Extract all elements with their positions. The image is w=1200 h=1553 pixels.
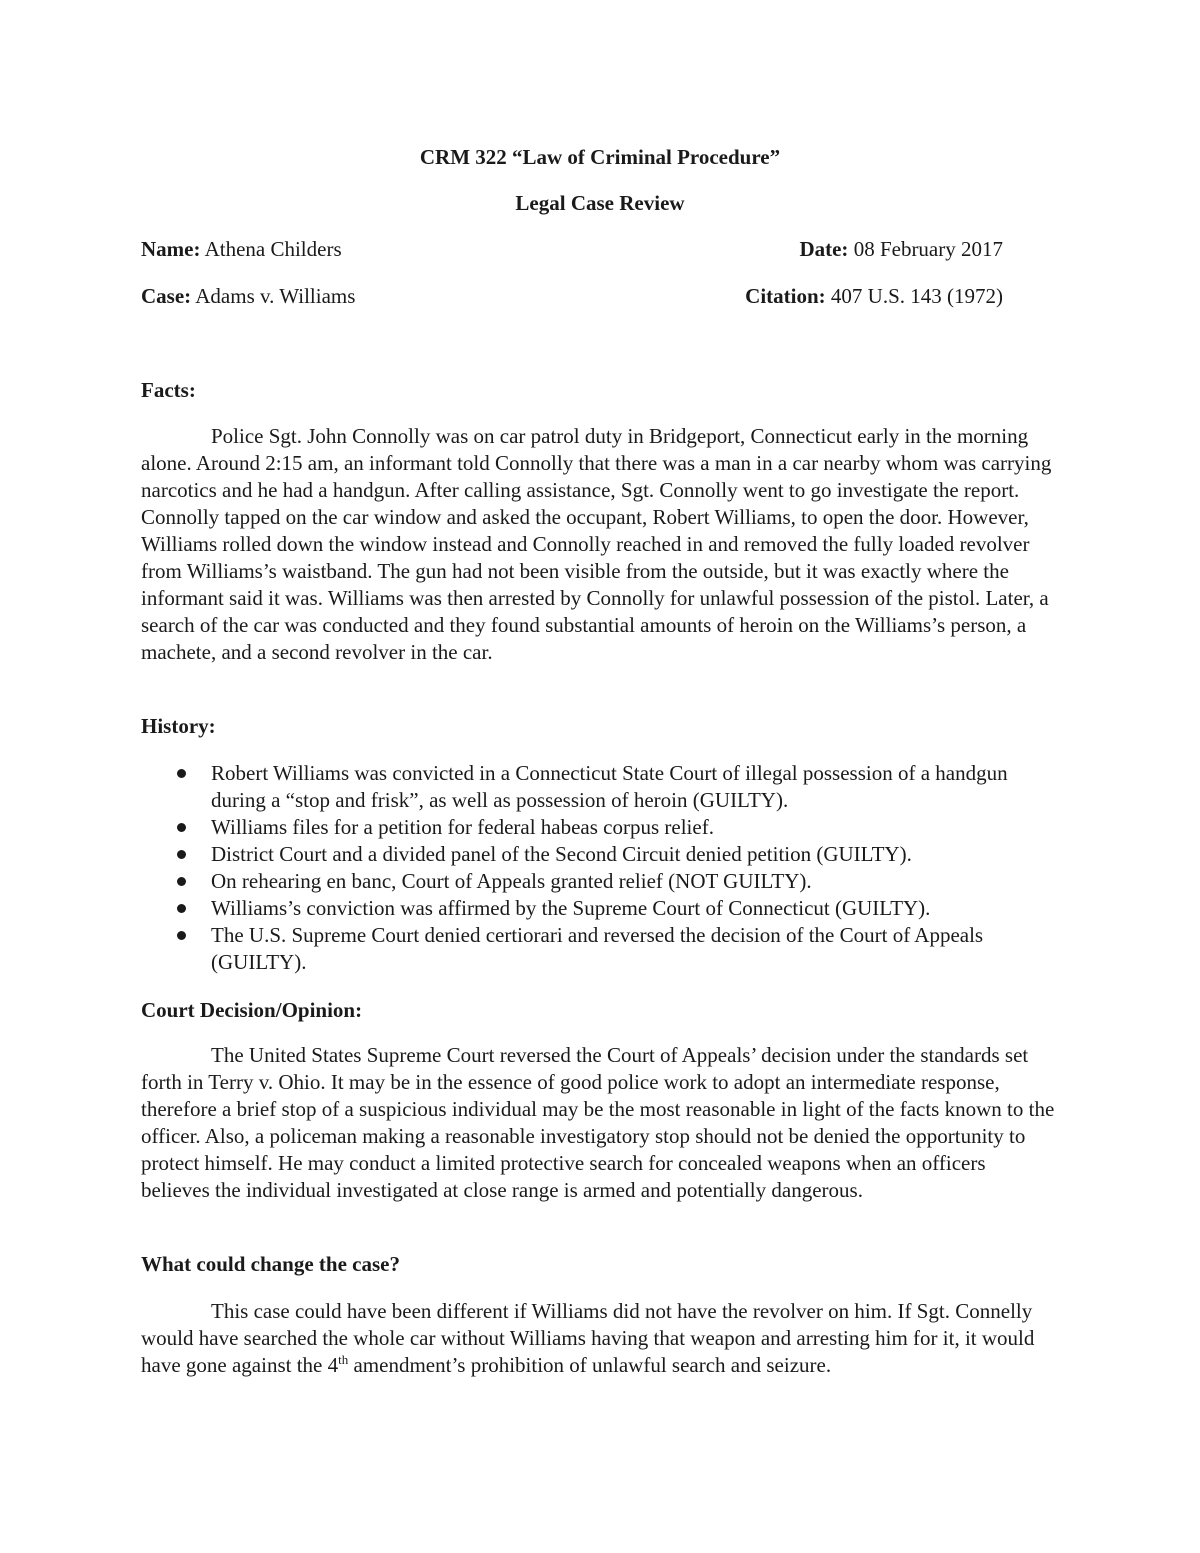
- history-item: Williams files for a petition for federal habeas corpus relief.: [141, 814, 1021, 841]
- meta-row-name-date: [141, 236, 1003, 264]
- bullet-icon: [177, 931, 186, 940]
- ordinal-superscript: th: [338, 1352, 349, 1367]
- history-item: On rehearing en banc, Court of Appeals granted relief (NOT GUILTY).: [141, 868, 1021, 895]
- bullet-icon: [177, 850, 186, 859]
- name-label: Name:: [141, 237, 201, 261]
- bullet-icon: [177, 823, 186, 832]
- date-label: Date:: [799, 237, 849, 261]
- meta-row-case-citation: [141, 283, 1003, 311]
- case-label: Case:: [141, 284, 192, 308]
- bullet-icon: [177, 769, 186, 778]
- change-heading: What could change the case?: [141, 1252, 400, 1276]
- change-paragraph: This case could have been different if Williams did not have the revolver on him. If Sgt. Connelly would have searched the whole car without Williams having that weapon and arresting him for it, it would have gone against the 4th amendment’s prohibition of unlawful search and seizure.: [141, 1299, 1035, 1377]
- document-title: Legal Case Review: [515, 191, 685, 215]
- bullet-icon: [177, 877, 186, 886]
- facts-heading: Facts:: [141, 378, 196, 402]
- course-title: CRM 322 “Law of Criminal Procedure”: [419, 145, 781, 169]
- name-field: [141, 236, 342, 263]
- facts-paragraph: Police Sgt. John Connolly was on car patrol duty in Bridgeport, Connecticut early in the morning alone. Around 2:15 am, an informant told Connolly that there was a man in a car nearby whom was carrying narcotics and he had a handgun. After calling assistance, Sgt. Connolly went to go investigate the report. Connolly tapped on the car window and asked the occupant, Robert Williams, to open the door. However, Williams rolled down the window instead and Connolly reached in and removed the fully loaded revolver from Williams’s waistband. The gun had not been visible from the outside, but it was exactly where the informant said it was. Williams was then arrested by Connolly for unlawful possession of the pistol. Later, a search of the car was conducted and they found substantial amounts of heroin on the Williams’s person, a machete, and a second revolver in the car.: [141, 424, 1052, 664]
- decision-paragraph: The United States Supreme Court reversed the Court of Appeals’ decision under the standards set forth in Terry v. Ohio. It may be in the essence of good police work to adopt an intermediate response, therefore a brief stop of a suspicious individual may be the most reasonable in light of the facts known to the officer. Also, a policeman making a reasonable investigatory stop should not be denied the opportunity to protect himself. He may conduct a limited protective search for concealed weapons when an officers believes the individual investigated at close range is armed and potentially dangerous.: [141, 1043, 1055, 1202]
- bullet-icon: [177, 904, 186, 913]
- history-item: The U.S. Supreme Court denied certiorari and reversed the decision of the Court of Appeals (GUILTY).: [141, 922, 1021, 976]
- history-list: [141, 760, 1021, 976]
- decision-heading: Court Decision/Opinion:: [141, 998, 363, 1022]
- history-item: Robert Williams was convicted in a Connecticut State Court of illegal possession of a handgun during a “stop and frisk”, as well as possession of heroin (GUILTY).: [141, 760, 1021, 814]
- citation-label: Citation:: [745, 284, 826, 308]
- name-value: Athena Childers: [204, 237, 342, 261]
- date-value: 08 February 2017: [853, 237, 1003, 261]
- history-item: District Court and a divided panel of the Second Circuit denied petition (GUILTY).: [141, 841, 1021, 868]
- date-field: [799, 236, 1003, 263]
- citation-field: [745, 283, 1003, 310]
- history-item: Williams’s conviction was affirmed by the Supreme Court of Connecticut (GUILTY).: [141, 895, 1021, 922]
- citation-value: 407 U.S. 143 (1972): [830, 284, 1003, 308]
- case-field: [141, 283, 355, 310]
- history-heading: History:: [141, 714, 216, 738]
- case-value: Adams v. Williams: [195, 284, 356, 308]
